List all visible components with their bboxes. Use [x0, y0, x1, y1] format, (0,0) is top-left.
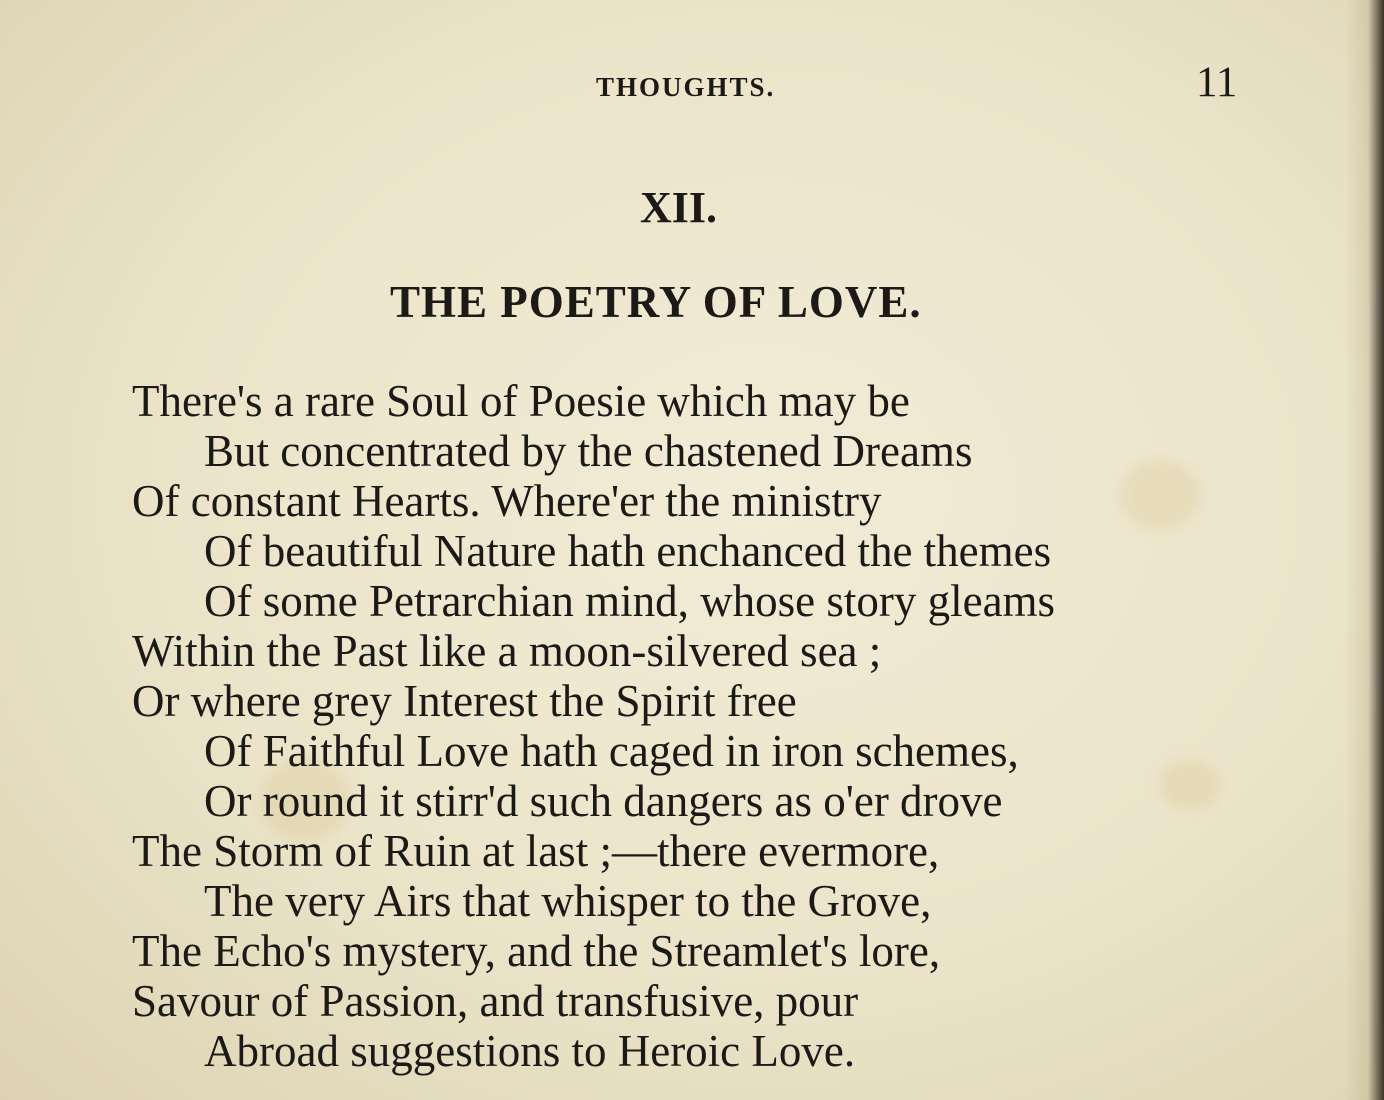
poem-line: But concentrated by the chastened Dreams: [204, 426, 973, 476]
page-number: 11: [1196, 59, 1238, 106]
running-head: THOUGHTS.: [596, 72, 776, 102]
poem-line: Or round it stirr'd such dangers as o'er drove: [204, 776, 1003, 826]
poem-line: Within the Past like a moon-silvered sea ;: [132, 626, 882, 676]
poem-line: Of some Petrarchian mind, whose story gleams: [204, 576, 1056, 626]
poem-line: Or where grey Interest the Spirit free: [132, 676, 797, 726]
poem-line: Of constant Hearts. Where'er the ministry: [132, 476, 882, 526]
poem-line: There's a rare Soul of Poesie which may be: [132, 376, 910, 426]
poem-line: The very Airs that whisper to the Grove,: [204, 876, 932, 926]
poem-line: Of beautiful Nature hath enchanced the themes: [204, 526, 1052, 576]
poem-body: [132, 376, 1232, 1076]
section-number: XII.: [640, 183, 718, 232]
poem-line: The Echo's mystery, and the Streamlet's lore,: [132, 926, 941, 976]
page-edge-shadow: [1344, 0, 1384, 1100]
poem-line: Of Faithful Love hath caged in iron schemes,: [204, 726, 1019, 776]
poem-line: Savour of Passion, and transfusive, pour: [132, 976, 859, 1026]
poem-line: The Storm of Ruin at last ;—there evermore,: [132, 826, 940, 876]
poem-title: THE POETRY OF LOVE.: [390, 277, 922, 327]
poem-line: Abroad suggestions to Heroic Love.: [204, 1026, 856, 1076]
